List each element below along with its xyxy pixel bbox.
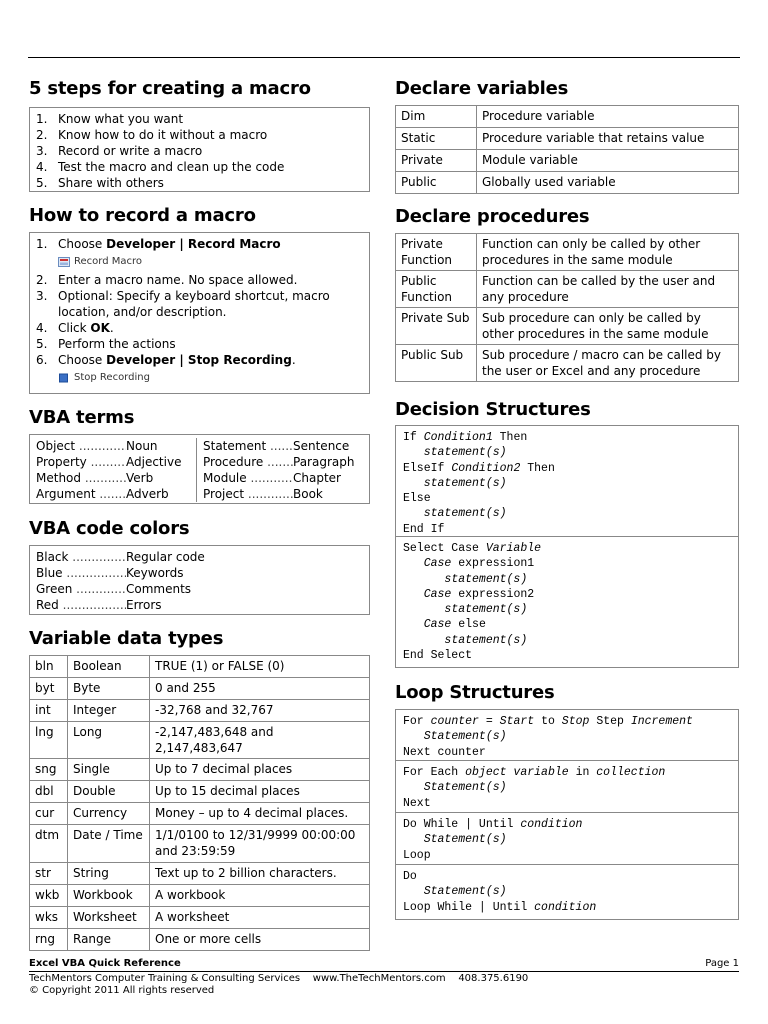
table-row [30,863,370,885]
list-item: Blue ..... Keywords [36,565,363,581]
page-number: Page 1 [705,958,739,969]
loops-title: Loop Structures [395,682,555,703]
type-name: Range [68,929,150,951]
type-name: Currency [68,803,150,825]
type-prefix: sng [30,759,68,781]
type-prefix: int [30,700,68,722]
table-row: Public Globally used variable [396,172,739,194]
table-row: Public Sub Sub procedure / macro can be called by the user or Excel and any procedure [396,345,739,382]
type-range: 1/1/0100 to 12/31/9999 00:00:00 and 23:59:59 [150,825,370,863]
terms-title: VBA terms [29,407,135,428]
list-item: 3. Record or write a macro [36,144,203,158]
type-range: -32,768 and 32,767 [150,700,370,722]
type-range: Text up to 2 billion characters. [150,863,370,885]
select-block: Select Case Variable Case expression1 statement(s) Case expression2 statement(s) Case else statement(s) End Select [403,542,542,663]
type-name: Single [68,759,150,781]
declare-procs-wrap [395,233,739,382]
company-phone: 408.375.6190 [458,973,529,984]
type-range: Up to 7 decimal places [150,759,370,781]
declare-vars-title: Declare variables [395,78,569,99]
table-row [30,700,370,722]
type-range: Money – up to 4 decimal places. [150,803,370,825]
steps-list [29,107,370,192]
list-item: 4. Test the macro and clean up the code [36,160,285,174]
table-row: Private Function Function can only be called by other procedures in the same module [396,234,739,271]
record-title: How to record a macro [29,205,256,226]
table-row [30,907,370,929]
type-name: Date / Time [68,825,150,863]
type-name: String [68,863,150,885]
colors-title: VBA code colors [29,518,190,539]
table-row: Private Module variable [396,150,739,172]
record-macro-icon [58,257,70,267]
type-prefix: byt [30,678,68,700]
company-url: www.TheTechMentors.com [312,973,446,984]
declare-vars-table [395,105,739,194]
dowhile-block: Do While | Until condition Statement(s) Loop [396,813,738,865]
list-item: 3. Optional: Specify a keyboard shortcut, macro location, and/or description. [36,289,330,319]
type-range: Up to 15 decimal places [150,781,370,803]
type-prefix: cur [30,803,68,825]
list-item: 1. Know what you want [36,112,184,126]
list-item: 4. Click OK. [36,321,114,335]
list-item: Green ..... Comments [36,581,363,597]
decision-title: Decision Structures [395,399,591,420]
list-item: 5. Share with others [36,176,164,190]
types-table [29,655,370,951]
terms-box [29,434,370,504]
type-prefix: str [30,863,68,885]
list-item: Black ..... Regular code [36,549,363,565]
record-macro-button: Record Macro [58,254,363,270]
top-rule [28,57,740,58]
type-prefix: wks [30,907,68,929]
doloop-block: Do Statement(s) Loop While | Until condition [403,870,597,914]
terms-left: Object ..... Noun Property ..... Adjective Method ..... Verb Argument ..... Adverb [36,438,197,502]
foreach-block: For Each object variable in collection Statement(s) Next [396,761,738,813]
declare-procs-table [395,233,739,382]
type-range: A worksheet [150,907,370,929]
list-item: Red ..... Errors [36,597,363,613]
for-block: For counter = Start to Stop Step Increment Statement(s) Next counter [396,710,738,761]
type-range: TRUE (1) or FALSE (0) [150,656,370,678]
type-name: Integer [68,700,150,722]
type-range: A workbook [150,885,370,907]
copyright: © Copyright 2011 All rights reserved [29,985,215,996]
type-range: -2,147,483,648 and 2,147,483,647 [150,722,370,759]
table-row: Private Sub Sub procedure can only be called by other procedures in the same module [396,308,739,345]
footer-title: Excel VBA Quick Reference [29,958,181,969]
list-item: 1. Choose Developer | Record Macro [36,237,281,251]
type-name: Byte [68,678,150,700]
loops-box [395,709,739,920]
types-title: Variable data types [29,628,224,649]
type-prefix: rng [30,929,68,951]
terms-right: Statement ..... Sentence Procedure ..... Paragraph Module ..... Chapter Project ..... Book [203,438,363,502]
type-name: Worksheet [68,907,150,929]
table-row [30,759,370,781]
stop-recording-icon [58,373,70,383]
type-prefix: dbl [30,781,68,803]
type-range: 0 and 255 [150,678,370,700]
declare-procs-title: Declare procedures [395,206,590,227]
type-prefix: wkb [30,885,68,907]
list-item: 2. Know how to do it without a macro [36,128,268,142]
type-prefix: bln [30,656,68,678]
colors-box [29,545,370,615]
types-table-wrap [29,655,370,951]
table-row [30,781,370,803]
list-item: 2. Enter a macro name. No space allowed. [36,273,298,287]
table-row: Public Function Function can be called by the user and any procedure [396,271,739,308]
list-item: 5. Perform the actions [36,337,176,351]
steps-title: 5 steps for creating a macro [29,78,311,99]
type-range: One or more cells [150,929,370,951]
stop-recording-button: Stop Recording [58,370,363,386]
table-row [30,722,370,759]
type-name: Workbook [68,885,150,907]
table-row [30,678,370,700]
if-block: If Condition1 Then statement(s) ElseIf Condition2 Then statement(s) Else statement(s) End If [396,426,738,537]
table-row: Dim Procedure variable [396,106,739,128]
record-steps [29,232,370,394]
company-name: TechMentors Computer Training & Consulting Services [29,973,301,984]
type-prefix: dtm [30,825,68,863]
table-row [30,929,370,951]
type-name: Double [68,781,150,803]
table-row: Static Procedure variable that retains value [396,128,739,150]
table-row [30,885,370,907]
table-row [30,803,370,825]
type-name: Boolean [68,656,150,678]
decision-box [395,425,739,668]
type-prefix: lng [30,722,68,759]
declare-vars-wrap [395,105,739,194]
list-item: 6. Choose Developer | Stop Recording. [36,353,296,367]
table-row [30,656,370,678]
footer [29,958,739,997]
table-row [30,825,370,863]
type-name: Long [68,722,150,759]
